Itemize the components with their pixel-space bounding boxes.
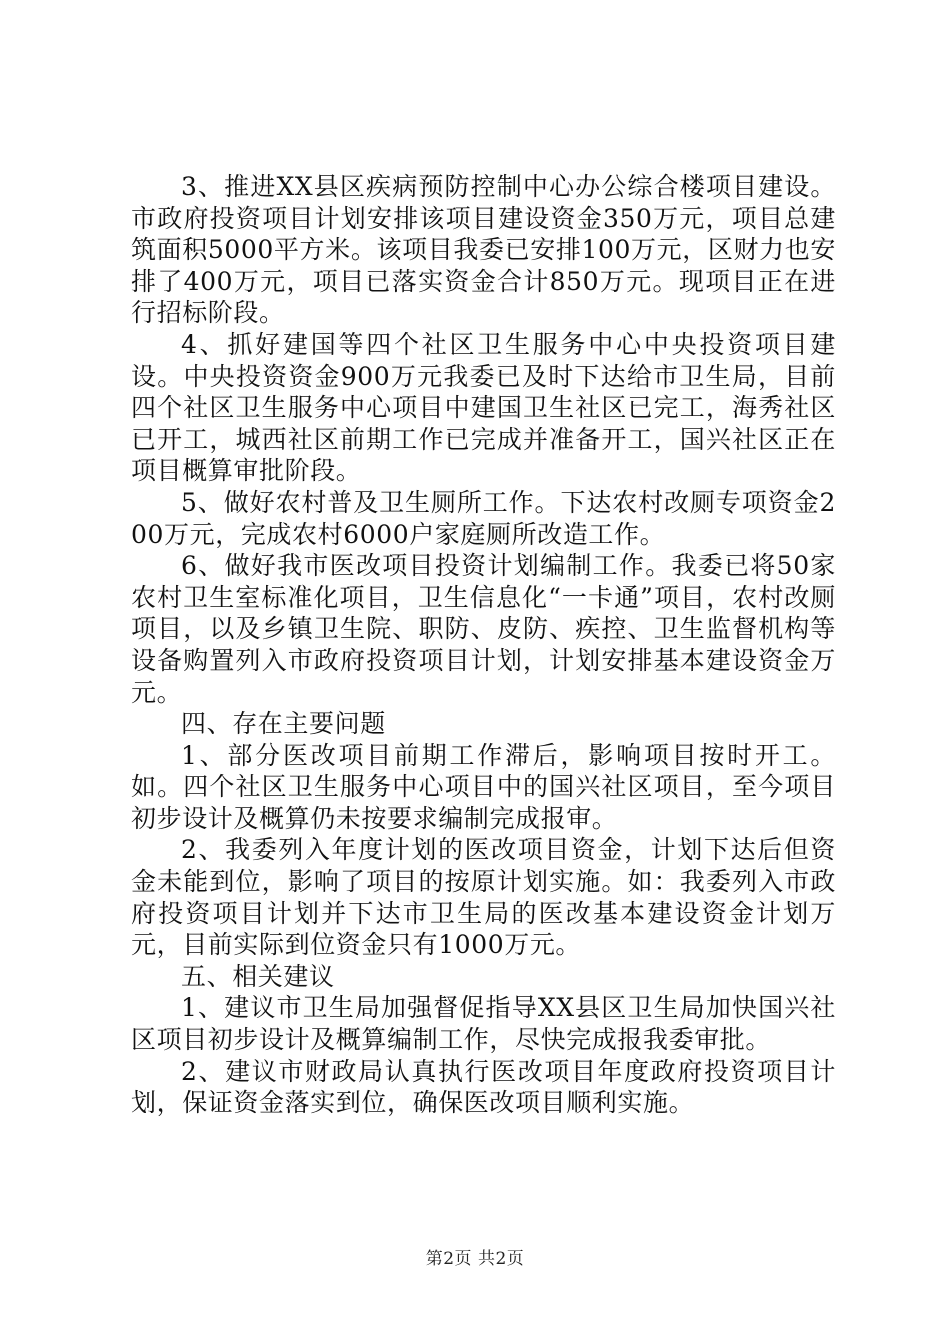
paragraph-item-4: 4、抓好建国等四个社区卫生服务中心中央投资项目建设。中央投资资金900万元我委已及时下达给市卫生局，目前四个社区卫生服务中心项目中建国卫生社区已完工，海秀社区已开工，城西社区前期工作已完成并准备开工，国兴社区正在项目概算审批阶段。 <box>131 329 836 486</box>
problem-item-1: 1、部分医改项目前期工作滞后，影响项目按时开工。如。四个社区卫生服务中心项目中的国兴社区项目，至今项目初步设计及概算仍未按要求编制完成报审。 <box>131 740 836 833</box>
paragraph-item-6: 6、做好我市医改项目投资计划编制工作。我委已将50家农村卫生室标准化项目，卫生信息化“一卡通”项目，农村改厕项目，以及乡镇卫生院、职防、皮防、疾控、卫生监督机构等设备购置列入市政府投资项目计划，计划安排基本建设资金万元。 <box>131 551 836 707</box>
page-number-footer: 第2页 共2页 <box>425 1249 525 1269</box>
document-body <box>131 171 836 1119</box>
section-heading-suggestions: 五、相关建议 <box>181 961 335 991</box>
problem-item-2: 2、我委列入年度计划的医改项目资金，计划下达后但资金未能到位，影响了项目的按原计划实施。如：我委列入市政府投资项目计划并下达市卫生局的医改基本建设资金计划万元，目前实际到位资金只有1000万元。 <box>131 835 836 960</box>
paragraph-item-3: 3、推进XX县区疾病预防控制中心办公综合楼项目建设。市政府投资项目计划安排该项目建设资金350万元，项目总建筑面积5000平方米。该项目我委已安排100万元，区财力也安排了400万元，项目已落实资金合计850万元。现项目正在进行招标阶段。 <box>131 172 836 328</box>
section-heading-problems: 四、存在主要问题 <box>181 709 386 739</box>
paragraph-item-5: 5、做好农村普及卫生厕所工作。下达农村改厕专项资金200万元，完成农村6000户家庭厕所改造工作。 <box>131 487 836 549</box>
suggestion-item-1: 1、建议市卫生局加强督促指导XX县区卫生局加快国兴社区项目初步设计及概算编制工作，尽快完成报我委审批。 <box>131 993 836 1055</box>
suggestion-item-2: 2、建议市财政局认真执行医改项目年度政府投资项目计划，保证资金落实到位，确保医改项目顺利实施。 <box>131 1056 836 1118</box>
